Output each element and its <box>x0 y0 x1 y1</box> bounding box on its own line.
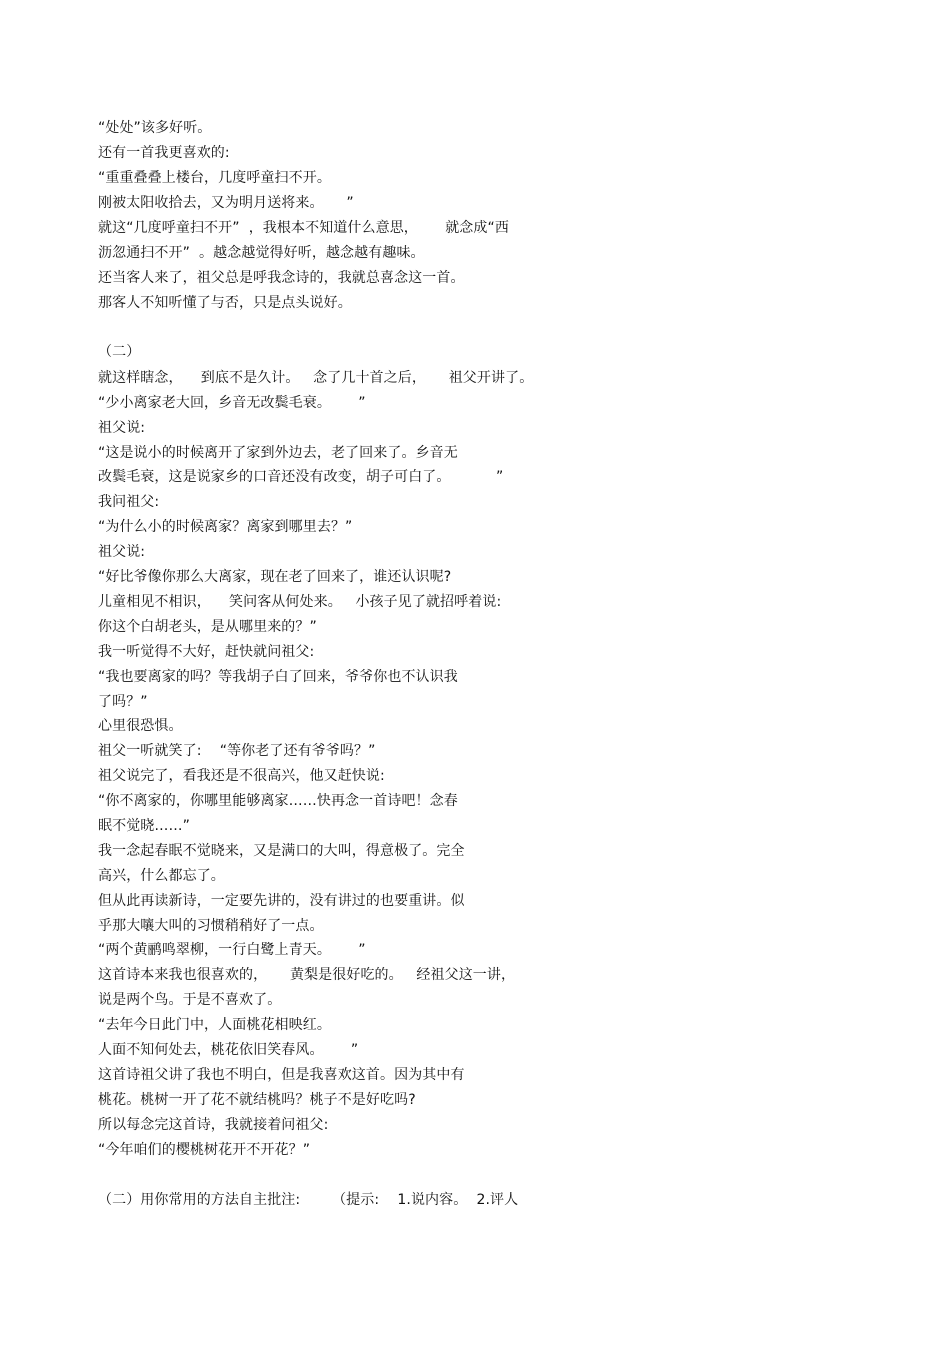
text-line: 祖父一听就笑了: “等你老了还有爷爷吗？” <box>98 743 376 759</box>
text-line: 祖父说完了，看我还是不很高兴，他又赶快说: <box>98 768 385 784</box>
section-heading: （二） <box>98 344 141 360</box>
text-line: 那客人不知听懂了与否，只是点头说好。 <box>98 295 352 311</box>
text-line: 心里很恐惧。 <box>98 718 183 734</box>
text-line: 我一念起春眠不觉晓来，又是满口的大叫，得意极了。完全 <box>98 843 465 859</box>
text-line: 就这“几度呼童扫不开” ，我根本不知道什么意思， 就念成“西 <box>98 220 509 236</box>
text-line: 眠不觉晓……” <box>98 818 190 834</box>
text-line: “好比爷像你那么大离家，现在老了回来了，谁还认识呢? <box>98 569 452 585</box>
text-line: 这首诗本来我也很喜欢的， 黄梨是很好吃的。 经祖父这一讲， <box>98 967 516 983</box>
text-line: 还有一首我更喜欢的: <box>98 145 230 161</box>
text-line: “我也要离家的吗？等我胡子白了回来，爷爷你也不认识我 <box>98 669 458 685</box>
text-line: 沥忽通扫不开” 。越念越觉得好听，越念越有趣味。 <box>98 245 425 261</box>
text-line: 祖父说: <box>98 544 146 560</box>
text-line: 改鬓毛衰，这是说家乡的口音还没有改变，胡子可白了。 ” <box>98 469 504 485</box>
text-line: 还当客人来了，祖父总是呼我念诗的，我就总喜念这一首。 <box>98 270 465 286</box>
text-line: 了吗？” <box>98 694 148 710</box>
text-line: “今年咱们的樱桃树花开不开花？” <box>98 1142 311 1158</box>
text-line: “少小离家老大回，乡音无改鬓毛衰。 ” <box>98 395 366 411</box>
text-line: 所以每念完这首诗，我就接着问祖父: <box>98 1117 329 1133</box>
text-line: 我问祖父: <box>98 494 160 510</box>
text-line: 高兴，什么都忘了。 <box>98 868 225 884</box>
text-line: “两个黄鹂鸣翠柳，一行白鹭上青天。 ” <box>98 942 366 958</box>
text-line: “这是说小的时候离开了家到外边去，老了回来了。乡音无 <box>98 445 458 461</box>
text-line: 说是两个鸟。于是不喜欢了。 <box>98 992 282 1008</box>
text-line: 我一听觉得不大好，赶快就问祖父: <box>98 644 315 660</box>
text-line: “你不离家的，你哪里能够离家……快再念一首诗吧！念春 <box>98 793 458 809</box>
text-line: 祖父说: <box>98 420 146 436</box>
text-line: “为什么小的时候离家？离家到哪里去？” <box>98 519 353 535</box>
text-line: 人面不知何处去，桃花依旧笑春风。 ” <box>98 1042 359 1058</box>
text-line: 这首诗祖父讲了我也不明白，但是我喜欢这首。因为其中有 <box>98 1067 465 1083</box>
text-line: “重重叠叠上楼台，几度呼童扫不开。 <box>98 170 331 186</box>
text-line: 刚被太阳收拾去，又为明月送将来。 ” <box>98 195 354 211</box>
annotation-instruction: （二）用你常用的方法自主批注: （提示: 1.说内容。 2.评人 <box>98 1192 519 1208</box>
text-line: 就这样瞎念， 到底不是久计。 念了几十首之后， 祖父开讲了。 <box>98 370 534 386</box>
text-line: 桃花。桃树一开了花不就结桃吗？桃子不是好吃吗? <box>98 1092 416 1108</box>
text-line: 乎那大嚷大叫的习惯稍稍好了一点。 <box>98 918 324 934</box>
text-line: “去年今日此门中，人面桃花相映红。 <box>98 1017 331 1033</box>
text-line: “处处”该多好听。 <box>98 120 212 136</box>
text-line: 但从此再读新诗，一定要先讲的，没有讲过的也要重讲。似 <box>98 893 465 909</box>
text-line: 儿童相见不相识， 笑问客从何处来。 小孩子见了就招呼着说: <box>98 594 502 610</box>
text-line: 你这个白胡老头，是从哪里来的？” <box>98 619 317 635</box>
